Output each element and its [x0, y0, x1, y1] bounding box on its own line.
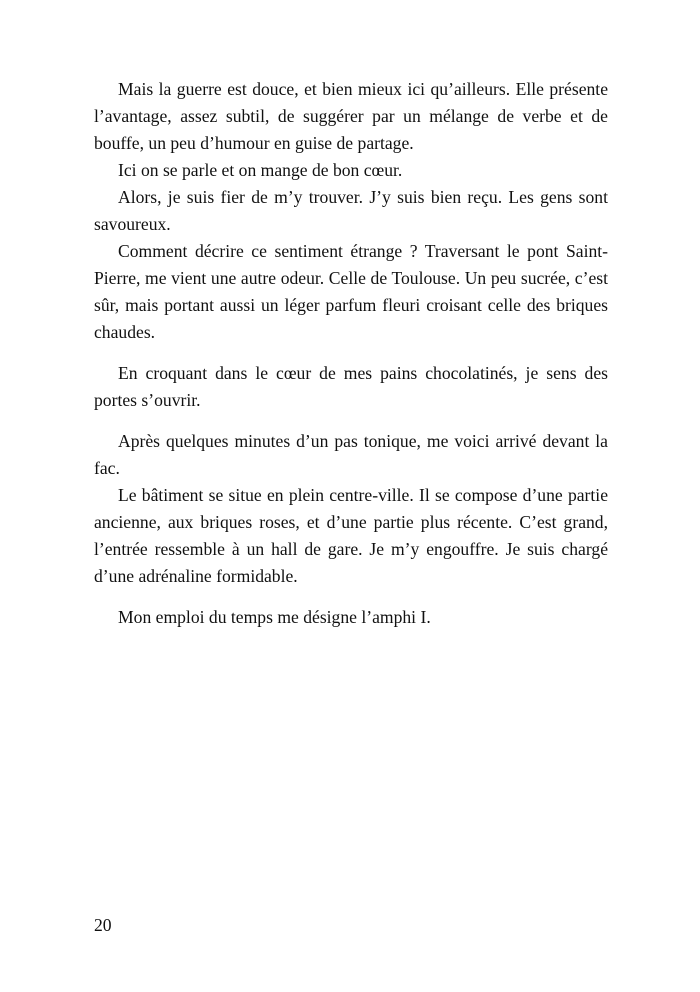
- paragraph: Après quelques minutes d’un pas tonique, me voici arrivé devant la fac.: [94, 431, 608, 478]
- paragraph: Alors, je suis fier de m’y trouver. J’y suis bien reçu. Les gens sont savoureux.: [94, 187, 608, 234]
- paragraph: Ici on se parle et on mange de bon cœur.: [118, 160, 403, 180]
- body-text: [94, 76, 608, 631]
- paragraph: En croquant dans le cœur de mes pains chocolatinés, je sens des portes s’ouvrir.: [94, 363, 608, 410]
- paragraph: Mais la guerre est douce, et bien mieux ici qu’ailleurs. Elle présente l’avantage, assez subtil, de suggérer par un mélange de verbe et de bouffe, un peu d’humour en guise de partage.: [94, 79, 608, 153]
- paragraph: Le bâtiment se situe en plein centre-ville. Il se compose d’une partie ancienne, aux briques roses, et d’une partie plus récente. C’est grand, l’entrée ressemble à un hall de gare. Je m’y engouffre. Je suis chargé d’une adrénaline formidable.: [94, 485, 608, 586]
- paragraph: Comment décrire ce sentiment étrange ? Traversant le pont Saint-Pierre, me vient une autre odeur. Celle de Toulouse. Un peu sucrée, c’est sûr, mais portant aussi un léger parfum fleuri croisant celle des briques chaudes.: [94, 241, 608, 342]
- page-number: 20: [94, 915, 112, 935]
- paragraph: Mon emploi du temps me désigne l’amphi I.: [118, 607, 431, 627]
